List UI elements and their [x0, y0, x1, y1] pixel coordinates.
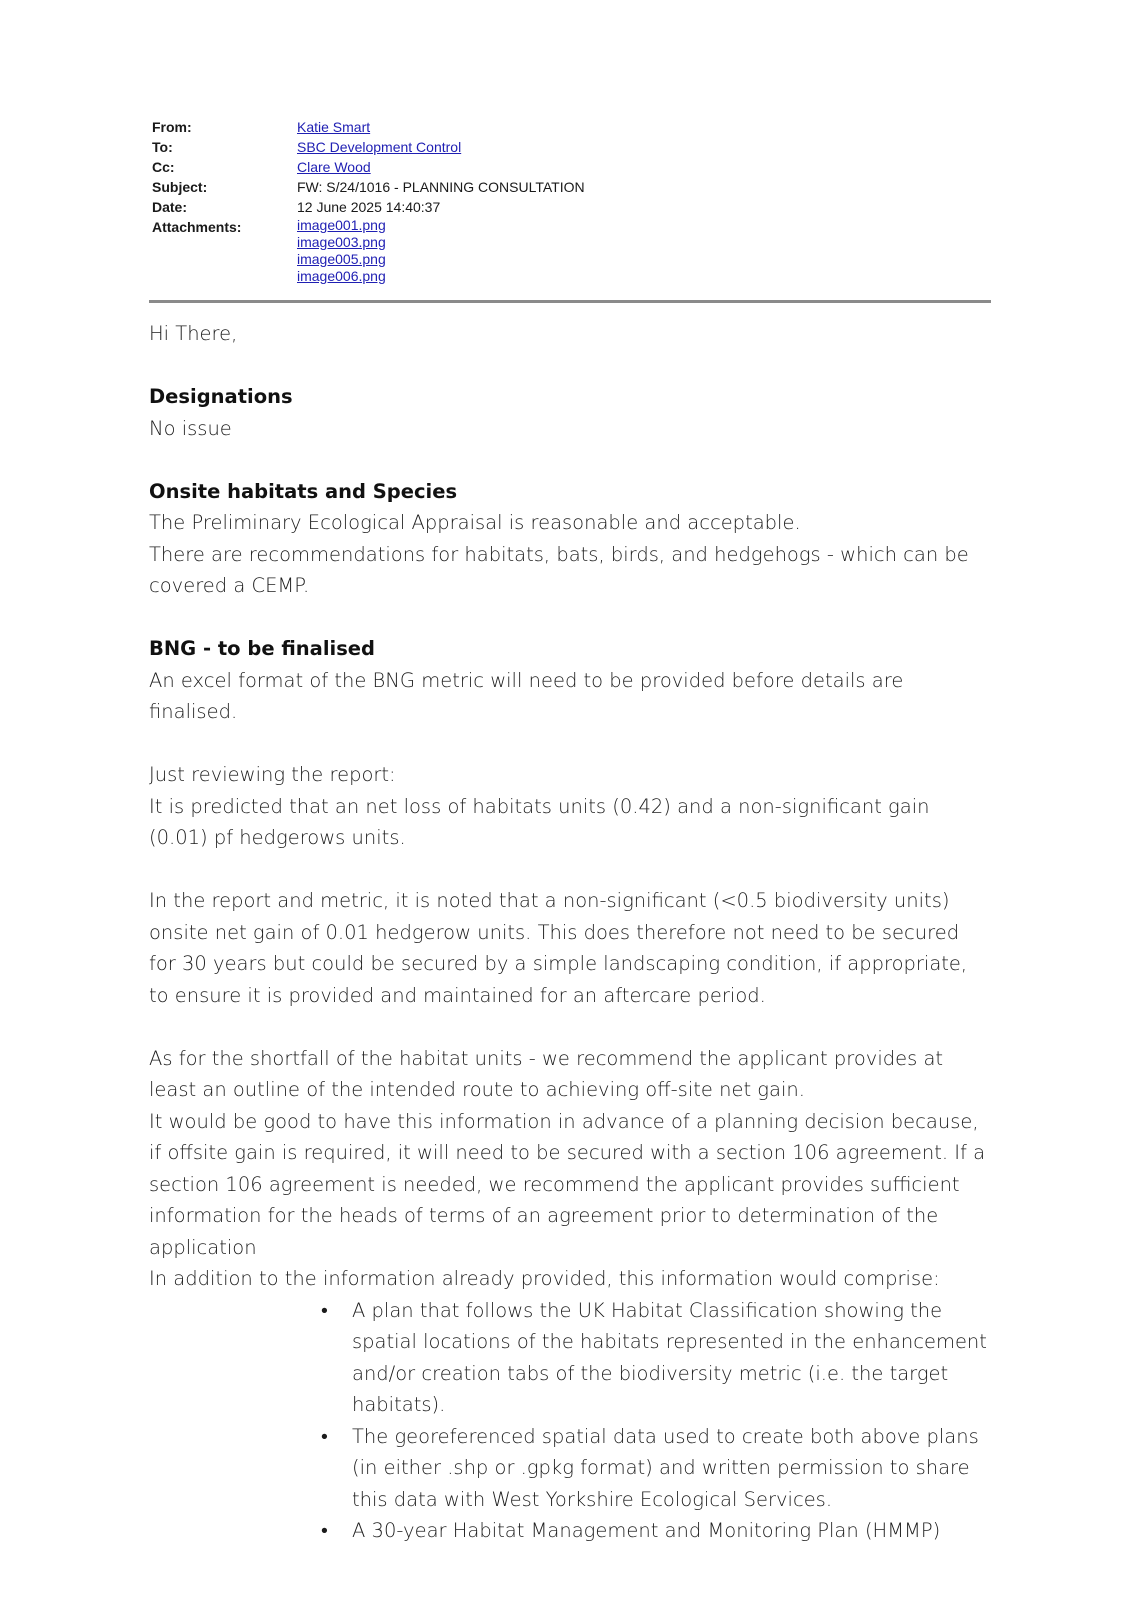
list-item: • A plan that follows the UK Habitat Classification showing the spatial locations of the habitats represented in the enhancement and/or creation tabs of the biodiversity metric (i.e. the target habitats). — [149, 1295, 989, 1421]
date-label: Date: — [152, 199, 188, 215]
subject-label: Subject: — [152, 179, 208, 195]
bng-paragraph-6: It would be good to have this information in advance of a planning decision because, if offsite gain is required, it will need to be secured with a section 106 agreement. If a section 106 agreement is needed, we recommend the applicant provides sufficient information for the heads of terms of an agreement prior to determination of the application — [149, 1109, 986, 1259]
onsite-paragraph-1: The Preliminary Ecological Appraisal is reasonable and acceptable. — [149, 511, 801, 534]
email-body — [149, 318, 989, 1547]
attachment-link[interactable]: image006.png — [297, 268, 386, 284]
cc-label: Cc: — [152, 159, 175, 175]
bng-paragraph-3: It is predicted that an net loss of habitats units (0.42) and a non-significant gain (0.01) pf hedgerows units. — [149, 794, 930, 849]
list-item: • The georeferenced spatial data used to create both above plans (in either .shp or .gpkg format) and written permission to share this data with West Yorkshire Ecological Services. — [149, 1421, 989, 1516]
attachment-link[interactable]: image001.png — [297, 217, 386, 233]
attachments-list — [297, 217, 992, 285]
bng-paragraph-5: As for the shortfall of the habitat units - we recommend the applicant provides at least an outline of the intended route to achieving off-site net gain. — [149, 1046, 944, 1101]
bng-heading: BNG - to be finalised — [149, 637, 375, 660]
from-label: From: — [152, 119, 192, 135]
subject-value: FW: S/24/1016 - PLANNING CONSULTATION — [297, 179, 585, 195]
bullet-icon: • — [321, 1298, 328, 1322]
to-label: To: — [152, 139, 173, 155]
date-value: 12 June 2025 14:40:37 — [297, 199, 441, 215]
cc-link[interactable]: Clare Wood — [297, 159, 371, 175]
bng-paragraph-4: In the report and metric, it is noted that a non-significant (<0.5 biodiversity units) onsite net gain of 0.01 hedgerow units. This does therefore not need to be secured for 30 years but could be secured by a simple landscaping condition, if appropriate, to ensure it is provided and maintained for an aftercare period. — [149, 889, 968, 1007]
designations-heading: Designations — [149, 385, 293, 408]
subject-row — [152, 177, 992, 197]
bullet-icon: • — [321, 1424, 328, 1448]
to-link[interactable]: SBC Development Control — [297, 139, 462, 155]
from-link[interactable]: Katie Smart — [297, 119, 371, 135]
bng-paragraph-7: In addition to the information already provided, this information would comprise: — [149, 1267, 940, 1290]
cc-row — [152, 157, 992, 177]
attachments-row — [152, 217, 992, 285]
email-header — [152, 117, 992, 285]
to-row — [152, 137, 992, 157]
onsite-paragraph-2: There are recommendations for habitats, bats, birds, and hedgehogs - which can be covered a CEMP. — [149, 542, 969, 597]
bng-paragraph-2: Just reviewing the report: — [149, 763, 396, 786]
date-row — [152, 197, 992, 217]
attachment-link[interactable]: image003.png — [297, 234, 386, 250]
greeting: Hi There, — [149, 322, 238, 345]
bng-paragraph-1: An excel format of the BNG metric will need to be provided before details are finalised. — [149, 668, 904, 723]
header-divider — [149, 300, 991, 303]
onsite-heading: Onsite habitats and Species — [149, 479, 458, 503]
bullet-icon: • — [321, 1519, 328, 1542]
attachment-link[interactable]: image005.png — [297, 251, 386, 267]
requirements-list — [149, 1295, 989, 1547]
designations-text: No issue — [149, 416, 232, 440]
from-row — [152, 117, 992, 137]
list-item: • A 30-year Habitat Management and Monitoring Plan (HMMP) — [149, 1515, 989, 1547]
attachments-label: Attachments: — [152, 219, 242, 235]
